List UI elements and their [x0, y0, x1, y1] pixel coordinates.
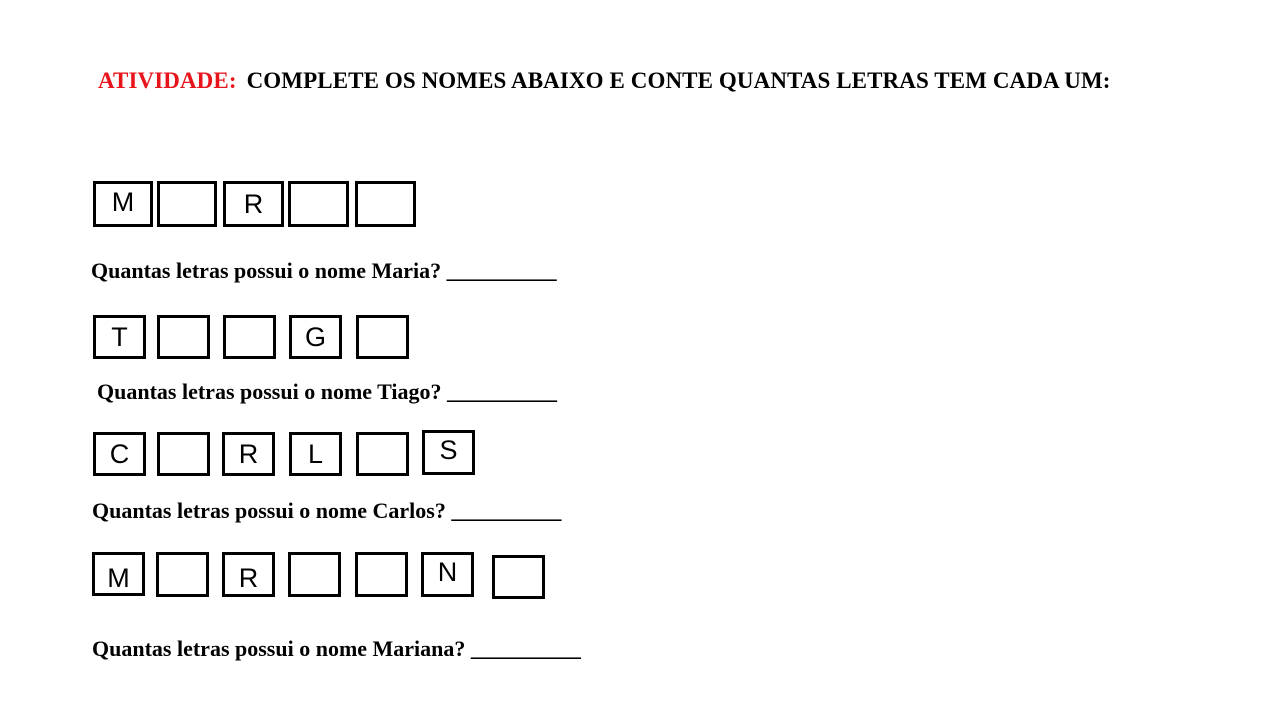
letter-box-blank[interactable]: [223, 315, 276, 359]
letter-count-question: Quantas letras possui o nome Mariana? __________: [92, 636, 581, 661]
activity-heading: [98, 68, 1111, 94]
letter-box: M: [93, 181, 153, 227]
letter-box-blank[interactable]: [288, 552, 341, 597]
letter-box: R: [222, 432, 275, 476]
letter-box-blank[interactable]: [492, 555, 545, 599]
letter-box: R: [223, 181, 284, 227]
letter-box: M: [92, 552, 145, 596]
letter-box: T: [93, 315, 146, 359]
letter-box-blank[interactable]: [156, 552, 209, 597]
letter-box: L: [289, 432, 342, 476]
letter-box-blank[interactable]: [157, 315, 210, 359]
letter-box-blank[interactable]: [355, 552, 408, 597]
letter-count-question: Quantas letras possui o nome Maria? __________: [91, 258, 557, 283]
letter-box: C: [93, 432, 146, 476]
letter-box-blank[interactable]: [288, 181, 349, 227]
letter-box-blank[interactable]: [157, 181, 217, 227]
letter-box: S: [422, 430, 475, 475]
letter-count-question: Quantas letras possui o nome Tiago? __________: [97, 379, 558, 404]
letter-box-blank[interactable]: [356, 315, 409, 359]
letter-box: G: [289, 315, 342, 359]
letter-count-question: Quantas letras possui o nome Carlos? __________: [92, 498, 562, 523]
activity-instruction: COMPLETE OS NOMES ABAIXO E CONTE QUANTAS LETRAS TEM CADA UM:: [246, 68, 1111, 93]
letter-box-blank[interactable]: [157, 432, 210, 476]
activity-label: ATIVIDADE:: [98, 68, 237, 93]
letter-box-blank[interactable]: [356, 432, 409, 476]
letter-box: R: [222, 552, 275, 597]
letter-box: N: [421, 552, 474, 597]
letter-box-blank[interactable]: [355, 181, 416, 227]
